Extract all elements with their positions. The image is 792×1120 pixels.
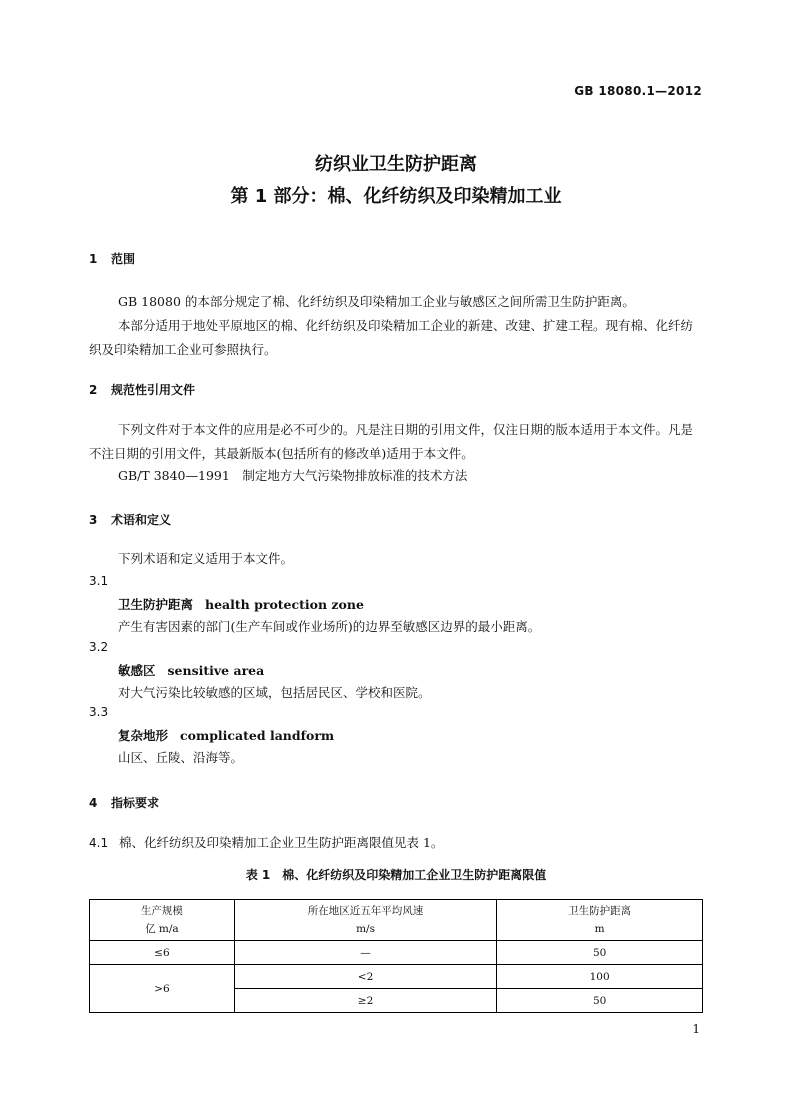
section-title: 术语和定义 bbox=[111, 513, 172, 527]
term-english: complicated landform bbox=[180, 728, 335, 743]
terms-intro: 下列术语和定义适用于本文件。 bbox=[118, 551, 294, 566]
section-number: 3 bbox=[89, 513, 98, 527]
reference-document: GB/T 3840—1991 制定地方大气污染物排放标准的技术方法 bbox=[118, 468, 468, 483]
term-english: health protection zone bbox=[205, 597, 364, 612]
section-3-heading bbox=[89, 511, 171, 528]
term-entry bbox=[118, 661, 264, 679]
table-caption: 表 1 棉、化纤纺织及印染精加工企业卫生防护距离限值 bbox=[245, 868, 547, 882]
distance-cell: 50 bbox=[497, 989, 703, 1013]
header-cell bbox=[90, 900, 235, 941]
section-2-heading bbox=[89, 381, 195, 398]
header-unit: m/s bbox=[356, 923, 375, 935]
scope-paragraph-1: GB 18080 的本部分规定了棉、化纤纺织及印染精加工企业与敏感区之间所需卫生防护距离。 bbox=[118, 294, 635, 309]
section-number: 1 bbox=[89, 252, 98, 266]
term-entry bbox=[118, 595, 364, 613]
section-4-heading bbox=[89, 794, 159, 811]
distance-limit-table bbox=[89, 899, 703, 1013]
term-number: 3.2 bbox=[89, 640, 109, 654]
clause-text: 棉、化纤纺织及印染精加工企业卫生防护距离限值见表 1。 bbox=[119, 835, 444, 850]
clause-4-1 bbox=[89, 833, 443, 851]
section-number: 2 bbox=[89, 383, 98, 397]
scale-cell: >6 bbox=[90, 965, 235, 1013]
normative-ref-paragraph: 下列文件对于本文件的应用是必不可少的。凡是注日期的引用文件，仅注日期的版本适用于本文件。凡是不注日期的引用文件，其最新版本(包括所有的修改单)适用于本文件。 bbox=[89, 422, 694, 461]
table-header-row bbox=[90, 900, 703, 941]
term-chinese: 复杂地形 bbox=[118, 728, 169, 743]
scale-cell: ≤6 bbox=[90, 941, 235, 965]
wind-cell: ≥2 bbox=[234, 989, 497, 1013]
header-cell bbox=[234, 900, 497, 941]
term-chinese: 卫生防护距离 bbox=[118, 597, 194, 612]
distance-cell: 50 bbox=[497, 941, 703, 965]
term-number: 3.3 bbox=[89, 705, 109, 719]
header-name: 所在地区近五年平均风速 bbox=[307, 905, 424, 917]
term-definition: 产生有害因素的部门(生产车间或作业场所)的边界至敏感区边界的最小距离。 bbox=[118, 619, 541, 634]
standard-code: GB 18080.1—2012 bbox=[574, 84, 702, 98]
term-english: sensitive area bbox=[167, 663, 265, 678]
term-chinese: 敏感区 bbox=[118, 663, 156, 678]
table-row bbox=[90, 965, 703, 989]
term-definition: 对大气污染比较敏感的区域，包括居民区、学校和医院。 bbox=[118, 685, 431, 700]
section-title: 指标要求 bbox=[111, 796, 160, 810]
section-title: 范围 bbox=[111, 252, 136, 266]
section-number: 4 bbox=[89, 796, 98, 810]
wind-cell: <2 bbox=[234, 965, 497, 989]
header-unit: 亿 m/a bbox=[145, 923, 179, 935]
header-cell bbox=[497, 900, 703, 941]
header-unit: m bbox=[594, 923, 605, 935]
scope-paragraph-2: 本部分适用于地处平原地区的棉、化纤纺织及印染精加工企业的新建、改建、扩建工程。现有棉、化纤纺织及印染精加工企业可参照执行。 bbox=[89, 318, 694, 357]
term-definition: 山区、丘陵、沿海等。 bbox=[118, 750, 244, 765]
section-title: 规范性引用文件 bbox=[111, 383, 196, 397]
distance-cell: 100 bbox=[497, 965, 703, 989]
clause-number: 4.1 bbox=[89, 836, 109, 850]
term-number: 3.1 bbox=[89, 574, 109, 588]
term-entry bbox=[118, 726, 334, 744]
wind-cell: — bbox=[234, 941, 497, 965]
document-title: 纺织业卫生防护距离 bbox=[315, 154, 477, 175]
header-name: 生产规模 bbox=[140, 905, 183, 917]
section-1-heading bbox=[89, 250, 135, 267]
table-row bbox=[90, 941, 703, 965]
header-name: 卫生防护距离 bbox=[568, 905, 632, 917]
page-number: 1 bbox=[692, 1022, 700, 1036]
document-subtitle: 第 1 部分：棉、化纤纺织及印染精加工业 bbox=[230, 186, 562, 207]
